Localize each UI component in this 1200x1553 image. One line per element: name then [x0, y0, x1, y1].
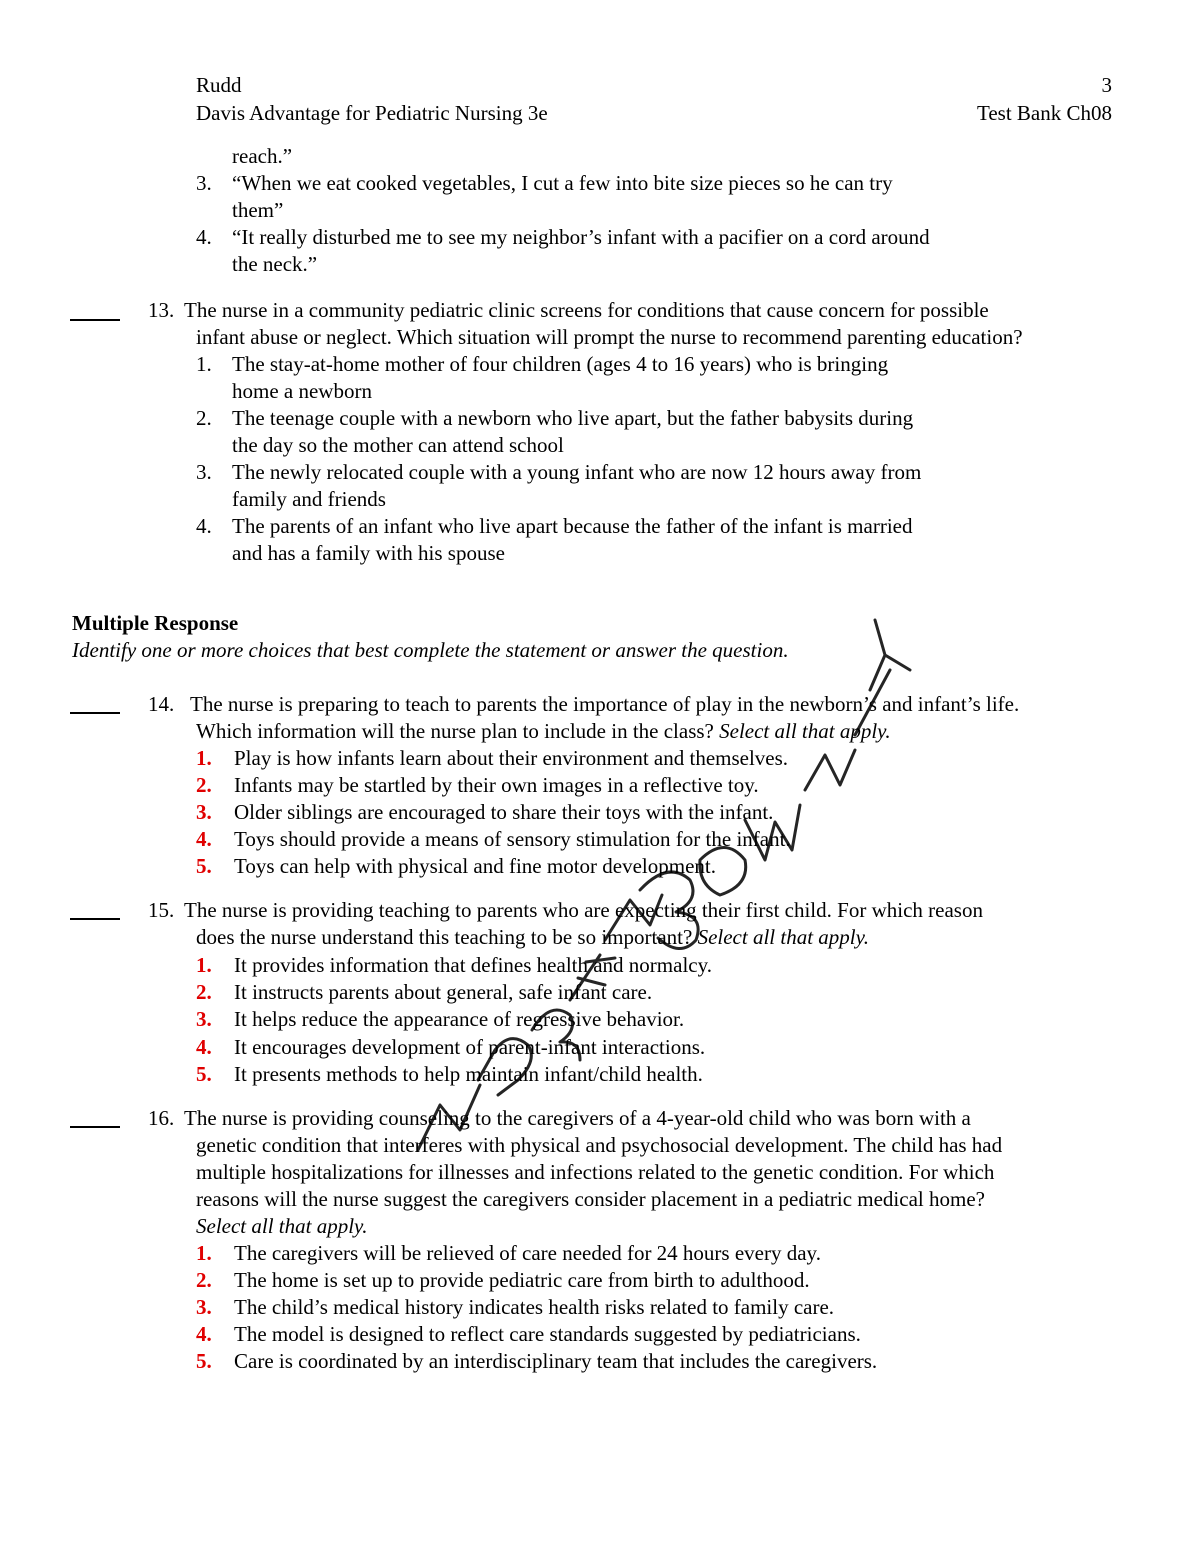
q15-option3-number: 3. — [196, 1007, 212, 1031]
q12-option3-number: 3. — [196, 171, 212, 195]
q16-option1-text: The caregivers will be relieved of care needed for 24 hours every day. — [234, 1241, 821, 1265]
q16-option4-text: The model is designed to reflect care standards suggested by pediatricians. — [234, 1322, 861, 1346]
q13-option4-line1: The parents of an infant who live apart because the father of the infant is married — [232, 514, 913, 538]
q12-option3-line2: them” — [232, 198, 284, 222]
q16-stem-line2: genetic condition that interferes with physical and psychosocial development. The child has had — [196, 1133, 1003, 1157]
q15-option4-text: It encourages development of parent-infant interactions. — [234, 1035, 706, 1059]
q13-stem-line2: infant abuse or neglect. Which situation will prompt the nurse to recommend parenting education? — [196, 325, 1023, 349]
q14-option5-number: 5. — [196, 854, 212, 878]
q12-option4-line2: the neck.” — [232, 252, 318, 276]
q16-stem-line4: reasons will the nurse suggest the caregivers consider placement in a pediatric medical home? — [196, 1187, 985, 1211]
q14-option3-text: Older siblings are encouraged to share their toys with the infant. — [234, 800, 774, 824]
q13-option1-line2: home a newborn — [232, 379, 372, 403]
q14-option4-text: Toys should provide a means of sensory stimulation for the infant. — [234, 827, 791, 851]
section-instructions: Identify one or more choices that best complete the statement or answer the question. — [72, 638, 789, 662]
q15-stem-line1: The nurse is providing teaching to parents who are expecting their first child. For which reason — [184, 898, 983, 922]
q15-option4-number: 4. — [196, 1035, 212, 1059]
q16-option5-number: 5. — [196, 1349, 212, 1373]
q16-option4-number: 4. — [196, 1322, 212, 1346]
q13-option3-number: 3. — [196, 460, 212, 484]
q14-option4-number: 4. — [196, 827, 212, 851]
q15-option2-number: 2. — [196, 980, 212, 1004]
q13-option1-line1: The stay-at-home mother of four children (ages 4 to 16 years) who is bringing — [232, 352, 889, 376]
q15-answer-blank[interactable] — [70, 918, 120, 920]
q16-option2-text: The home is set up to provide pediatric care from birth to adulthood. — [234, 1268, 810, 1292]
q12-option4-line1: “It really disturbed me to see my neighbor’s infant with a pacifier on a cord around — [232, 225, 930, 249]
q14-option5-text: Toys can help with physical and fine motor development. — [234, 854, 716, 878]
q16-option5-text: Care is coordinated by an interdisciplinary team that includes the caregivers. — [234, 1349, 878, 1373]
q14-stem-text: Which information will the nurse plan to include in the class? — [196, 719, 714, 743]
q13-option2-number: 2. — [196, 406, 212, 430]
q16-option1-number: 1. — [196, 1241, 212, 1265]
q13-option2-line1: The teenage couple with a newborn who live apart, but the father babysits during — [232, 406, 914, 430]
q13-option4-number: 4. — [196, 514, 212, 538]
q15-stem-line2 — [196, 924, 869, 951]
header-chapter: Test Bank Ch08 — [976, 101, 1112, 125]
header-page-number: 3 — [1101, 73, 1112, 97]
q13-number: 13. — [148, 298, 175, 322]
q15-option1-text: It provides information that defines health and normalcy. — [234, 953, 712, 977]
q15-option3-text: It helps reduce the appearance of regressive behavior. — [234, 1007, 685, 1031]
q13-stem-line1: The nurse in a community pediatric clinic screens for conditions that cause concern for possible — [184, 298, 989, 322]
q14-stem-line1: The nurse is preparing to teach to parents the importance of play in the newborn’s and infant’s life. — [190, 692, 1020, 716]
header-author: Rudd — [196, 73, 242, 97]
section-title: Multiple Response — [72, 611, 239, 635]
q13-answer-blank[interactable] — [70, 319, 120, 321]
q12-option2-continuation: reach.” — [232, 144, 293, 168]
q14-stem-line2 — [196, 718, 891, 745]
q16-option3-number: 3. — [196, 1295, 212, 1319]
q14-option3-number: 3. — [196, 800, 212, 824]
q15-option5-number: 5. — [196, 1062, 212, 1086]
q13-option4-line2: and has a family with his spouse — [232, 541, 505, 565]
header-book-title: Davis Advantage for Pediatric Nursing 3e — [196, 101, 548, 125]
q14-number: 14. — [148, 692, 175, 716]
q16-stem-line3: multiple hospitalizations for illnesses and infections related to the genetic condition. For which — [196, 1160, 995, 1184]
q14-option2-text: Infants may be startled by their own images in a reflective toy. — [234, 773, 759, 797]
q15-number: 15. — [148, 898, 175, 922]
q13-option1-number: 1. — [196, 352, 212, 376]
q15-option1-number: 1. — [196, 953, 212, 977]
q16-number: 16. — [148, 1106, 175, 1130]
q13-option3-line2: family and friends — [232, 487, 386, 511]
q13-option3-line1: The newly relocated couple with a young infant who are now 12 hours away from — [232, 460, 922, 484]
q13-option2-line2: the day so the mother can attend school — [232, 433, 564, 457]
q14-option2-number: 2. — [196, 773, 212, 797]
q14-answer-blank[interactable] — [70, 712, 120, 714]
q16-select-all: Select all that apply. — [196, 1214, 368, 1238]
q12-option4-number: 4. — [196, 225, 212, 249]
q14-option1-number: 1. — [196, 746, 212, 770]
q15-option2-text: It instructs parents about general, safe infant care. — [234, 980, 653, 1004]
q15-option5-text: It presents methods to help maintain infant/child health. — [234, 1062, 703, 1086]
q14-option1-text: Play is how infants learn about their environment and themselves. — [234, 746, 789, 770]
q15-select-all: Select all that apply. — [697, 925, 870, 949]
q16-stem-line1: The nurse is providing counseling to the caregivers of a 4-year-old child who was born with a — [184, 1106, 971, 1130]
q16-answer-blank[interactable] — [70, 1126, 120, 1128]
q14-select-all: Select all that apply. — [719, 719, 891, 743]
q12-option3-line1: “When we eat cooked vegetables, I cut a few into bite size pieces so he can try — [232, 171, 893, 195]
q16-option3-text: The child’s medical history indicates health risks related to family care. — [234, 1295, 835, 1319]
q16-option2-number: 2. — [196, 1268, 212, 1292]
q15-stem-text: does the nurse understand this teaching to be so important? — [196, 925, 693, 949]
